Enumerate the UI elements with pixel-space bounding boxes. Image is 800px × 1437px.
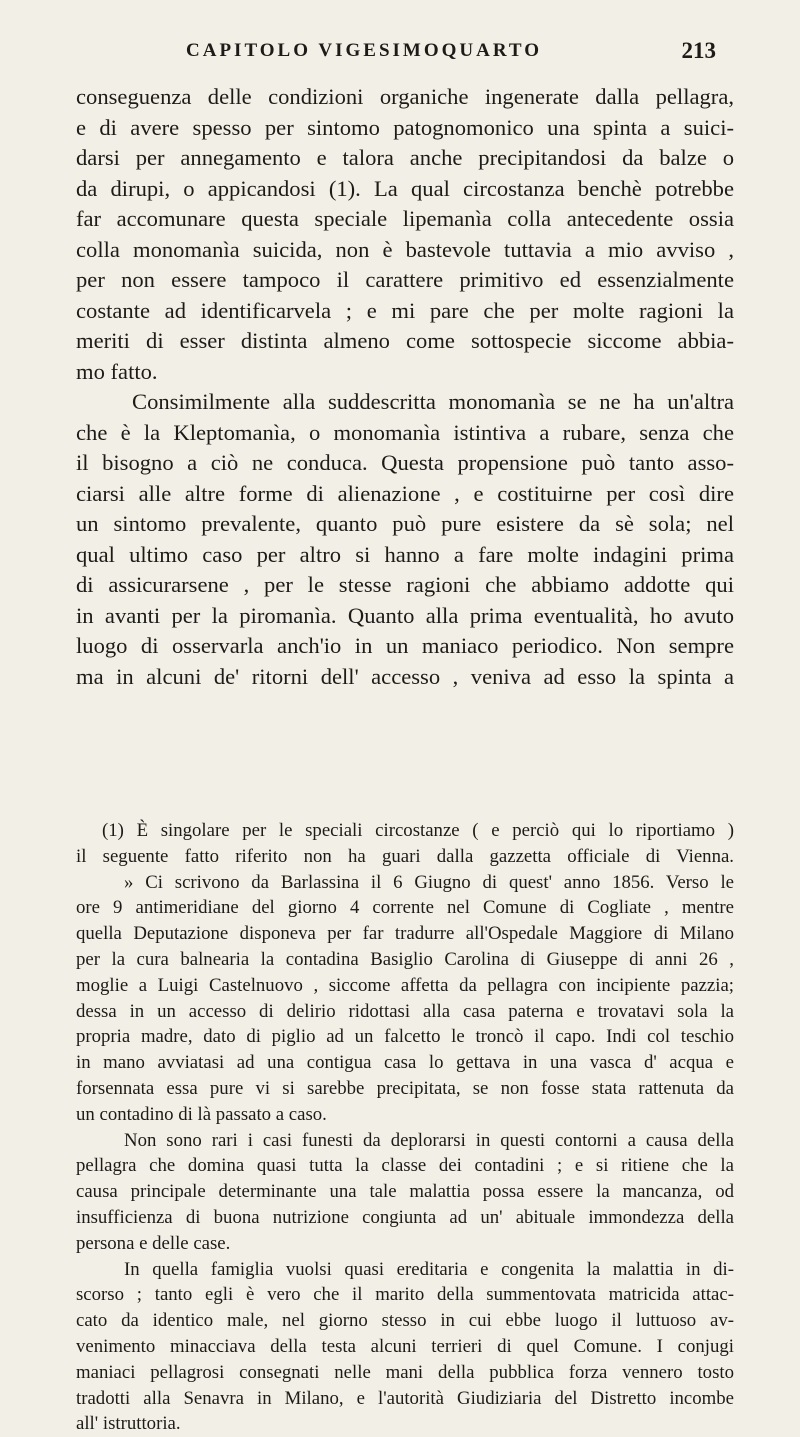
note-line: scorso ; tanto egli è vero che il marito della summentovata matricida attac- <box>76 1284 734 1306</box>
text-line: meriti di esser distinta almeno come sottospecie siccome abbia- <box>76 328 734 353</box>
note-line: moglie a Luigi Castelnuovo , siccome affetta da pellagra con incipiente pazzia; <box>76 974 734 996</box>
text-line: conseguenza delle condizioni organiche ingenerate dalla pellagra, <box>76 84 734 109</box>
note-line: in mano avviatasi ad una contigua casa lo gettava in una vasca d' acqua e <box>76 1052 734 1074</box>
note-line: dessa in un accesso di delirio ridottasi alla casa paterna e trovatavi sola la <box>76 1000 734 1022</box>
text-line: che è la Kleptomanìa, o monomanìa istintiva a rubare, senza che <box>76 419 734 445</box>
note-line: Non sono rari i casi funesti da deplorarsi in questi contorni a causa della <box>124 1129 734 1151</box>
footnote <box>76 818 734 1437</box>
note-line: (1) È singolare per le speciali circostanze ( e perciò qui lo riportiamo ) <box>102 820 734 841</box>
note-line: causa principale determinante una tale malattia possa essere la mancanza, od <box>76 1181 734 1203</box>
page-number: 213 <box>681 38 716 63</box>
note-line: il seguente fatto riferito non ha guari dalla gazzetta officiale di Vienna. <box>76 845 734 867</box>
note-line: propria madre, dato di piglio ad un falcetto le troncò il capo. Indi col teschio <box>76 1026 734 1048</box>
text-line: e di avere spesso per sintomo patognomonico una spinta a suici- <box>76 114 734 140</box>
note-line: pellagra che domina quasi tutta la classe dei contadini ; e si ritiene che la <box>76 1155 734 1177</box>
note-line: In quella famiglia vuolsi quasi ereditaria e congenita la malattia in di- <box>124 1258 734 1280</box>
note-line: all' istruttoria. <box>76 1413 181 1435</box>
note-line: venimento minacciava della testa alcuni terrieri di quel Comune. I conjugi <box>76 1335 734 1357</box>
note-line: cato da identico male, nel giorno stesso in cui ebbe luogo il luttuoso av- <box>76 1310 734 1332</box>
text-line: di assicurarsene , per le stesse ragioni che abbiamo addotte qui <box>76 572 734 597</box>
note-line: per la cura balnearia la contadina Basiglio Carolina di Giuseppe di anni 26 , <box>76 948 734 970</box>
note-line: ore 9 antimeridiane del giorno 4 corrente nel Comune di Cogliate , mentre <box>76 897 734 919</box>
note-line: insufficienza di buona nutrizione congiunta ad un' abituale immondezza della <box>76 1206 734 1228</box>
text-line: in avanti per la piromanìa. Quanto alla prima eventualità, ho avuto <box>76 602 734 628</box>
note-line: tradotti alla Senavra in Milano, e l'autorità Giudiziaria del Distretto incombe <box>76 1387 734 1409</box>
text-line: colla monomanìa suicida, non è bastevole tuttavia a mio avviso , <box>76 236 734 262</box>
note-line: » Ci scrivono da Barlassina il 6 Giugno di quest' anno 1856. Verso le <box>124 871 734 893</box>
text-line: per non essere tampoco il carattere primitivo ed essenzialmente <box>76 267 734 292</box>
note-line: persona e delle case. <box>76 1232 231 1254</box>
text-line: da dirupi, o appicandosi (1). La qual circostanza benchè potrebbe <box>76 175 734 201</box>
note-line: forsennata essa pure vi si sarebbe precipitata, se non fosse stata rattenuta da <box>76 1077 734 1099</box>
text-line: il bisogno a ciò ne conduca. Questa propensione può tanto asso- <box>76 450 734 475</box>
text-line: far accomunare questa speciale lipemanìa colla antecedente ossia <box>76 206 734 231</box>
text-line: qual ultimo caso per altro si hanno a fare molte indagini prima <box>76 541 734 567</box>
text-line: costante ad identificarvela ; e mi pare che per molte ragioni la <box>76 297 734 323</box>
text-line: un sintomo prevalente, quanto può pure esistere da sè sola; nel <box>76 511 734 536</box>
text-line: Consimilmente alla suddescritta monomanìa se ne ha un'altra <box>132 389 734 414</box>
running-header <box>186 40 716 68</box>
main-text <box>76 82 734 692</box>
text-line: mo fatto. <box>76 358 158 384</box>
note-line: un contadino di là passato a caso. <box>76 1103 327 1125</box>
note-line: maniaci pellagrosi consegnati nelle mani della pubblica forza vennero tosto <box>76 1361 734 1383</box>
note-line: quella Deputazione disponeva per far tradurre all'Ospedale Maggiore di Milano <box>76 923 734 945</box>
text-line: ciarsi alle altre forme di alienazione , e costituirne per così dire <box>76 480 734 506</box>
text-line: luogo di osservarla anch'io in un maniaco periodico. Non sempre <box>76 633 734 658</box>
text-line: darsi per annegamento e talora anche precipitandosi da balze o <box>76 145 734 170</box>
text-line: ma in alcuni de' ritorni dell' accesso , veniva ad esso la spinta a <box>76 663 734 689</box>
chapter-title: CAPITOLO VIGESIMOQUARTO <box>186 40 543 61</box>
